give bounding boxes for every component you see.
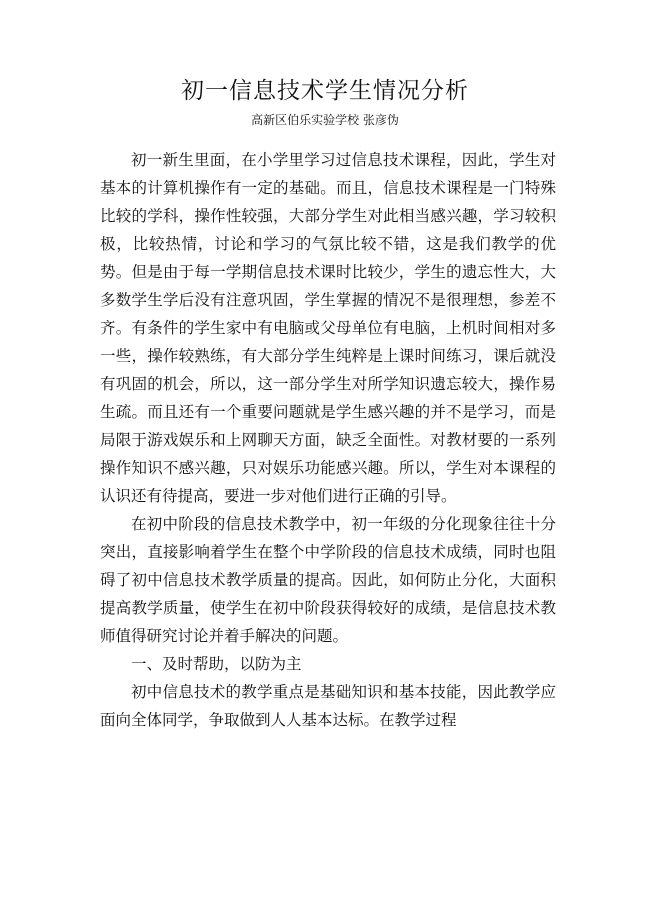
paragraph-2: 在初中阶段的信息技术教学中，初一年级的分化现象往往十分突出，直接影响着学生在整个中学阶段的信息技术成绩，同时也阻碍了初中信息技术教学质量的提高。因此，如何防止分化，大面积提高教学质量，使学生在初中阶段获得较好的成绩，是信息技术教师值得研究讨论并着手解决的问题。 bbox=[100, 515, 556, 645]
paragraph-1: 初一新生里面，在小学里学习过信息技术课程，因此，学生对基本的计算机操作有一定的基础。而且，信息技术课程是一门特殊比较的学科，操作性较强，大部分学生对此相当感兴趣，学习较积极，比较热情，讨论和学习的气氛比较不错，这是我们教学的优势。但是由于每一学期信息技术课时比较少，学生的遗忘性大，大多数学生学后没有注意巩固，学生掌握的情况不是很理想，参差不齐。有条件的学生家中有电脑或父母单位有电脑，上机时间相对多一些，操作较熟练，有大部分学生纯粹是上课时间练习，课后就没有巩固的机会，所以，这一部分学生对所学知识遗忘较大，操作易生疏。而且还有一个重要问题就是学生感兴趣的并不是学习，而是局限于游戏娱乐和上网聊天方面，缺乏全面性。对教材要的一系列操作知识不感兴趣，只对娱乐功能感兴趣。所以，学生对本课程的认识还有待提高，要进一步对他们进行正确的引导。 bbox=[100, 151, 556, 505]
paragraph-3: 初中信息技术的教学重点是基础知识和基本技能，因此教学应面向全体同学，争取做到人人基本达标。在教学过程 bbox=[100, 683, 556, 729]
document-body bbox=[100, 146, 556, 734]
author-line: 高新区伯乐实验学校 张彦伪 bbox=[251, 113, 399, 127]
document-title: 初一信息技术学生情况分析 bbox=[181, 78, 469, 104]
section-heading: 一、及时帮助，以防为主 bbox=[131, 655, 302, 673]
